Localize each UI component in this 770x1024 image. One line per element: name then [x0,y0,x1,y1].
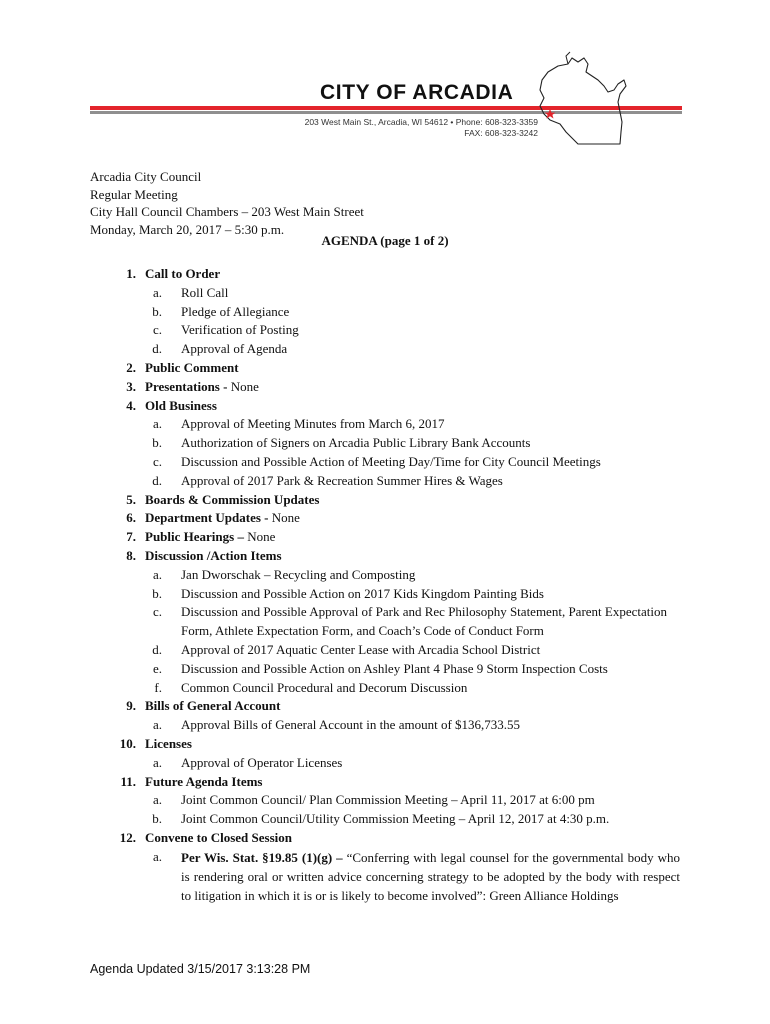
agenda-item-title: Convene to Closed Session [145,829,292,845]
agenda-subitem [90,716,690,735]
agenda-subitem-letter: a. [152,284,162,300]
agenda-subitem-text [162,660,608,679]
agenda-subitem-description: Roll Call [181,284,229,300]
agenda-item [90,359,690,378]
agenda-subitem-letter: a. [152,848,162,864]
agenda-item-heading [136,359,239,378]
agenda-item-heading [136,378,259,397]
agenda-subitem [90,340,690,359]
agenda-subitem-text [162,415,445,434]
agenda-subitem-letter: c. [152,322,162,338]
letterhead-fax: FAX: 608-323-3242 [464,128,538,138]
agenda-subitem-description: Discussion and Possible Action of Meeting Day/Time for City Council Meetings [181,453,601,469]
agenda-subitem [90,791,690,810]
wisconsin-state-outline-icon [528,50,638,150]
agenda-subitem-description: Joint Common Council/Utility Commission Meeting – April 12, 2017 at 4:30 p.m. [181,811,610,827]
agenda-subitem-description: Discussion and Possible Action on 2017 Kids Kingdom Painting Bids [181,585,544,601]
agenda-item [90,735,690,754]
agenda-subitem-letter: d. [152,472,162,488]
agenda-item-heading [136,829,292,848]
agenda-item-title: Public Comment [145,359,239,375]
agenda-subitem [90,810,690,829]
agenda-subitem-text [162,585,544,604]
agenda-subitem [90,603,690,641]
agenda-item-heading [136,509,300,528]
agenda-subitem-description: Discussion and Possible Action on Ashley Plant 4 Phase 9 Storm Inspection Costs [181,660,608,676]
agenda-item [90,509,690,528]
agenda-item-number: 3. [126,378,136,394]
agenda-item-title: Public Hearings – [145,529,244,545]
agenda-subitem-description: Approval of Meeting Minutes from March 6, 2017 [181,416,445,432]
agenda-subitem [90,848,690,905]
agenda-subitem-description: Jan Dworschak – Recycling and Composting [181,566,416,582]
agenda-subitem [90,660,690,679]
agenda-item-status: None [227,378,259,394]
agenda-subitem [90,284,690,303]
agenda-item-number: 9. [126,698,136,714]
agenda-updated-footer: Agenda Updated 3/15/2017 3:13:28 PM [90,962,311,976]
agenda-subitem [90,679,690,698]
agenda-subitem [90,303,690,322]
agenda-subitem [90,415,690,434]
agenda-item-title: Old Business [145,397,217,413]
agenda-item [90,773,690,792]
agenda-list [90,265,690,905]
statute-reference: Per Wis. Stat. §19.85 (1)(g) – [181,849,343,865]
agenda-subitem-text [162,453,601,472]
agenda-subitem-description: “Conferring with legal counsel for the governmental body who is rendering oral or written advice concerning strategy to be adopted by the body with respect to litigation in which it is or is likely to become involved”: Green Alliance Holdings [181,849,680,903]
agenda-subitem-letter: e. [152,660,162,676]
agenda-subitem-text [162,848,680,905]
agenda-subitem-letter: f. [154,679,162,695]
agenda-subitem-letter: a. [152,717,162,733]
agenda-subitem-description: Joint Common Council/ Plan Commission Meeting – April 11, 2017 at 6:00 pm [181,792,595,808]
letterhead-address: 203 West Main St., Arcadia, WI 54612 • Phone: 608-323-3359 [304,117,538,127]
agenda-subitem-text [162,434,530,453]
agenda-subitem-text [162,284,228,303]
agenda-item-title: Presentations - [145,378,228,394]
agenda-item-title: Bills of General Account [145,698,281,714]
agenda-item-heading [136,265,220,284]
agenda-subitem-text [162,303,289,322]
agenda-item-number: 8. [126,547,136,563]
meeting-header [90,168,364,238]
agenda-item [90,265,690,284]
agenda-subitem [90,754,690,773]
agenda-subitem [90,453,690,472]
agenda-item-title: Discussion /Action Items [145,547,282,563]
agenda-subitem-description: Common Council Procedural and Decorum Discussion [181,679,468,695]
agenda-item-title: Department Updates - [145,510,269,526]
agenda-subitem-description: Pledge of Allegiance [181,303,290,319]
agenda-subitem-description: Approval of Agenda [181,341,288,357]
agenda-item-number: 11. [120,773,136,789]
agenda-subitem-letter: d. [152,341,162,357]
agenda-subitem-letter: c. [152,604,162,620]
agenda-subitem-letter: b. [152,435,162,451]
agenda-subitem-text [162,754,342,773]
agenda-item-number: 6. [126,510,136,526]
meeting-datetime: Monday, March 20, 2017 – 5:30 p.m. [90,221,285,237]
agenda-item-number: 4. [126,397,136,413]
agenda-item-status: None [243,529,276,545]
agenda-item-status: None [268,510,300,526]
agenda-item-heading [136,735,192,754]
agenda-item [90,397,690,416]
agenda-title: AGENDA (page 1 of 2) [321,233,449,248]
agenda-subitem-letter: a. [152,754,162,770]
agenda-subitem-letter: a. [152,566,162,582]
agenda-subitem-description: Approval of 2017 Aquatic Center Lease with Arcadia School District [181,641,541,657]
agenda-subitem [90,472,690,491]
agenda-item-heading [136,528,275,547]
agenda-item [90,491,690,510]
agenda-subitem-letter: d. [152,641,162,657]
agenda-item [90,547,690,566]
agenda-subitem-text [162,679,467,698]
agenda-subitem [90,585,690,604]
agenda-subitem [90,641,690,660]
agenda-item [90,829,690,848]
agenda-subitem-letter: a. [152,792,162,808]
agenda-subitem-text [162,791,595,810]
agenda-item-number: 2. [126,359,136,375]
agenda-item-heading [136,547,282,566]
agenda-subitem-description: Verification of Posting [181,322,299,338]
agenda-item-number: 10. [119,735,136,751]
agenda-item-title: Boards & Commission Updates [145,491,320,507]
agenda-subitem-text [162,566,415,585]
agenda-subitem-letter: b. [152,811,162,827]
agenda-item-number: 12. [119,829,136,845]
agenda-subitem-description: Authorization of Signers on Arcadia Public Library Bank Accounts [181,435,531,451]
agenda-item-heading [136,397,217,416]
agenda-item [90,697,690,716]
agenda-item-number: 1. [126,266,136,281]
agenda-item-number: 5. [126,491,136,507]
agenda-item [90,528,690,547]
agenda-item-title: Call to Order [145,266,221,281]
agenda-item-title: Future Agenda Items [145,773,263,789]
agenda-subitem [90,321,690,340]
agenda-subitem-text [162,810,609,829]
agenda-subitem-description: Approval Bills of General Account in the amount of $136,733.55 [181,717,521,733]
agenda-item-number: 7. [126,529,136,545]
agenda-subitem-text [162,641,540,660]
agenda-subitem-description: Discussion and Possible Approval of Park and Rec Philosophy Statement, Parent Expectation Form, Athlete Expectation Form, and Coach’s Code of Conduct Form [181,604,667,639]
agenda-subitem-text [162,603,680,641]
agenda-subitem-text [162,321,299,340]
agenda-subitem-letter: b. [152,585,162,601]
agenda-item [90,378,690,397]
agenda-item-heading [136,773,262,792]
agenda-item-heading [136,697,280,716]
council-name: Arcadia City Council [90,169,202,184]
agenda-subitem-text [162,716,520,735]
meeting-location: City Hall Council Chambers – 203 West Main Street [90,204,364,219]
agenda-subitem-letter: b. [152,303,162,319]
agenda-item-heading [136,491,319,510]
agenda-item-title: Licenses [145,735,192,751]
city-name-logo: CITY OF ARCADIA [320,81,514,104]
agenda-subitem-letter: c. [152,453,162,469]
agenda-subitem [90,566,690,585]
agenda-subitem-text [162,472,503,491]
letterhead-contact [305,117,538,139]
agenda-subitem-text [162,340,287,359]
agenda-subitem-description: Approval of Operator Licenses [181,754,343,770]
agenda-subitem-letter: a. [152,416,162,432]
meeting-type: Regular Meeting [90,186,178,202]
agenda-subitem [90,434,690,453]
agenda-subitem-description: Approval of 2017 Park & Recreation Summer Hires & Wages [181,472,503,488]
